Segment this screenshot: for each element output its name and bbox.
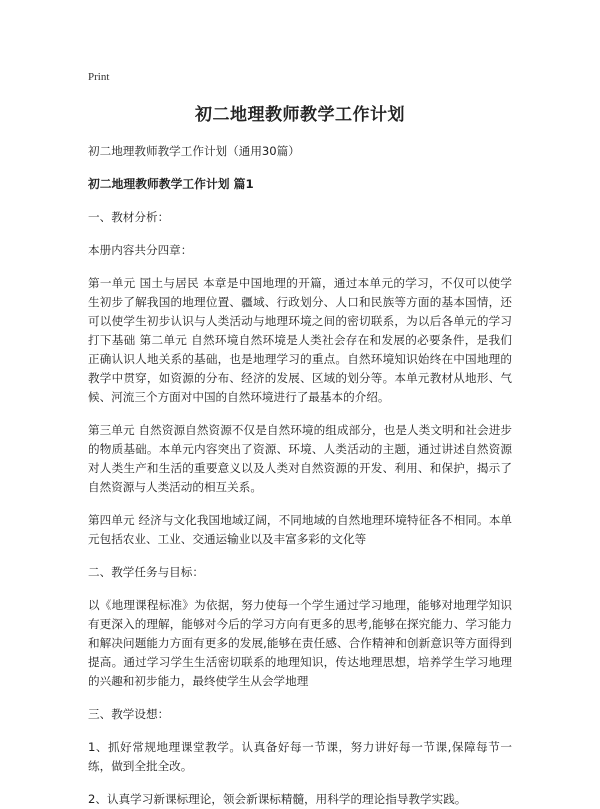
section-heading-analysis: 一、教材分析： [88,210,170,224]
article-heading: 初二地理教师教学工作计划 篇1 [88,177,254,191]
print-link[interactable]: Print [88,71,110,83]
document-subtitle: 初二地理教师教学工作计划（通用30篇） [88,144,300,158]
paragraph-idea-1: 1、抓好常规地理课堂教学。认真备好每一节课，努力讲好每一节课,保障每节一练，做到全批全改。 [88,740,512,773]
paragraph-unit-1-2: 第一单元 国土与居民 本章是中国地理的开篇，通过本单元的学习，不仅可以使学生初步了解我国的地理位置、疆域、行政划分、人口和民族等方面的基本国情，还可以使学生初步认识与人类活动与地理环境之间的密切联系，为以后各单元的学习打下基础 第二单元 自然环境自然环境是人类社会存在和发展的必要条件，是我们正确认识人地关系的基础，也是地理学习的重点。自然环境知识始终在中国地理的教学中贯穿，如资源的分布、经济的发展、区域的划分等。本单元教材从地形、气候、河流三个方面对中国的自然环境进行了最基本的介绍。 [88,276,512,404]
section-heading-ideas: 三、教学设想： [88,707,170,721]
document-title: 初二地理教师教学工作计划 [195,105,405,125]
paragraph-overview: 本册内容共分四章： [88,243,193,257]
paragraph-idea-2: 2、认真学习新课标理论，领会新课标精髓，用科学的理论指导教学实践。 [88,792,467,806]
paragraph-unit-3: 第三单元 自然资源自然资源不仅是自然环境的组成部分，也是人类文明和社会进步的物质基础。本单元内容突出了资源、环境、人类活动的主题，通过讲述自然资源对人类生产和生活的重要意义以及人类对自然资源的开发、利用、和保护，揭示了自然资源与人类活动的相互关系。 [88,423,512,494]
section-heading-goals: 二、教学任务与目标： [88,565,204,579]
paragraph-goals: 以《地理课程标准》为依据，努力使每一个学生通过学习地理，能够对地理学知识有更深入的理解，能够对今后的学习方向有更多的思考,能够在探究能力、学习能力和解决问题能力方面有更多的发展,能够在责任感、合作精神和创新意识等方面得到提高。通过学习学生生活密切联系的地理知识，传达地理思想，培养学生学习地理的兴趣和初步能力，最终使学生从会学地理 [88,598,512,688]
paragraph-unit-4: 第四单元 经济与文化我国地域辽阔，不同地域的自然地理环境特征各不相同。本单元包括农业、工业、交通运输业以及丰富多彩的文化等 [88,513,512,546]
